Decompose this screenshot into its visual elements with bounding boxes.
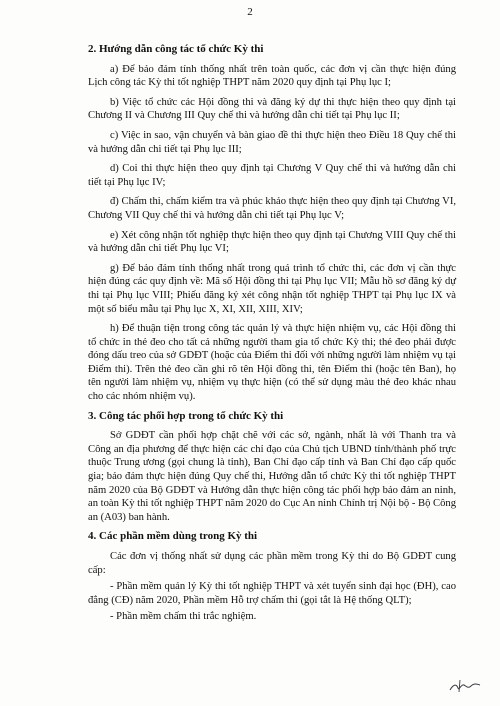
page-number: 2	[247, 6, 253, 18]
paragraph-d: d) Coi thi thực hiện theo quy định tại Chương V Quy chế thi và hướng dẫn chi tiết tại Phụ lục IV;	[88, 163, 456, 188]
section-heading-2: 2. Hướng dẫn công tác tổ chức Kỳ thi	[88, 43, 264, 55]
paragraph-e: e) Xét công nhận tốt nghiệp thực hiện theo quy định tại Chương VIII Quy chế thi và hướng dẫn chi tiết Phụ lục VI;	[88, 229, 456, 255]
paragraph-coordination: Sở GDĐT cần phối hợp chặt chẽ với các sở, ngành, nhất là với Thanh tra và Công an địa phương để thực hiện các chỉ đạo của Chủ tịch UBND tỉnh/thành phố trực thuộc Trung ương (gọi chung là tỉnh), Ban Chỉ đạo cấp tỉnh và Ban Chỉ đạo cấp quốc gia; bảo đảm thực hiện đúng Quy chế thi, Hướng dẫn tổ chức Kỳ thi tốt nghiệp THPT năm 2020 của Bộ GDĐT và Hướng dẫn thực hiện công tác phối hợp bảo đảm an ninh, an toàn Kỳ thi tốt nghiệp THPT năm 2020 do Cục An ninh Chính trị Nội bộ - Bộ Công an (A03) ban hành.	[88, 430, 456, 523]
handwritten-initial-signature	[448, 676, 482, 696]
list-item-software-qlt: - Phần mềm quản lý Kỳ thi tốt nghiệp THPT và xét tuyển sinh đại học (ĐH), cao đẳng (CĐ) năm 2020, Phần mềm Hỗ trợ chấm thi (gọi tắt là Hệ thống QLT);	[88, 581, 456, 606]
paragraph-c: c) Việc in sao, vận chuyển và bàn giao đề thi thực hiện theo Điều 18 Quy chế thi và hướng dẫn chi tiết tại Phụ lục III;	[88, 129, 456, 155]
paragraph-software-intro: Các đơn vị thống nhất sử dụng các phần mềm trong Kỳ thi do Bộ GDĐT cung cấp:	[88, 551, 456, 576]
paragraph-a: a) Để bảo đảm tính thống nhất trên toàn quốc, các đơn vị cần thực hiện đúng Lịch công tác Kỳ thi tốt nghiệp THPT năm 2020 quy định tại Phụ lục I;	[88, 63, 456, 89]
paragraph-g: g) Để bảo đảm tính thống nhất trong quá trình tổ chức thi, các đơn vị cần thực hiện đúng các quy định về: Mã số Hội đồng thi tại Phụ lục VII; Mẫu hồ sơ đăng ký dự thi tại Phụ lục VIII; Phiếu đăng ký xét công nhận tốt nghiệp THPT tại Phụ lục IX và một số biểu mẫu tại Phụ lục X, XI, XII, XIII, XIV;	[88, 262, 456, 315]
section-heading-3: 3. Công tác phối hợp trong tổ chức Kỳ thi	[88, 409, 284, 422]
paragraph-b: b) Việc tổ chức các Hội đồng thi và đăng ký dự thi thực hiện theo quy định tại Chương II và Chương III Quy chế thi và hướng dẫn chi tiết tại Phụ lục II;	[88, 96, 456, 122]
document-body	[88, 43, 456, 627]
list-item-software-grading: - Phần mềm chấm thi trắc nghiệm.	[110, 611, 257, 623]
section-heading-4: 4. Các phần mềm dùng trong Kỳ thi	[88, 530, 258, 543]
paragraph-h: h) Để thuận tiện trong công tác quản lý và thực hiện nhiệm vụ, các Hội đồng thi tổ chức in thẻ đeo cho tất cả những người tham gia tổ chức Kỳ thi; thẻ đeo phải được đóng dấu treo của sở GDĐT (hoặc của Điểm thi đối với những người làm nhiệm vụ tại Điểm thi). Trên thẻ đeo cần ghi rõ tên Hội đồng thi, tên Điểm thi (hoặc tên Ban), họ tên người làm nhiệm vụ, nhiệm vụ thực hiện (có thể sử dụng màu thẻ đeo khác nhau cho các nhóm nhiệm vụ).	[88, 323, 456, 403]
paragraph-dd: đ) Chấm thi, chấm kiểm tra và phúc khảo thực hiện theo quy định tại Chương VI, Chương VII Quy chế thi và hướng dẫn chi tiết tại Phụ lục V;	[88, 196, 456, 221]
